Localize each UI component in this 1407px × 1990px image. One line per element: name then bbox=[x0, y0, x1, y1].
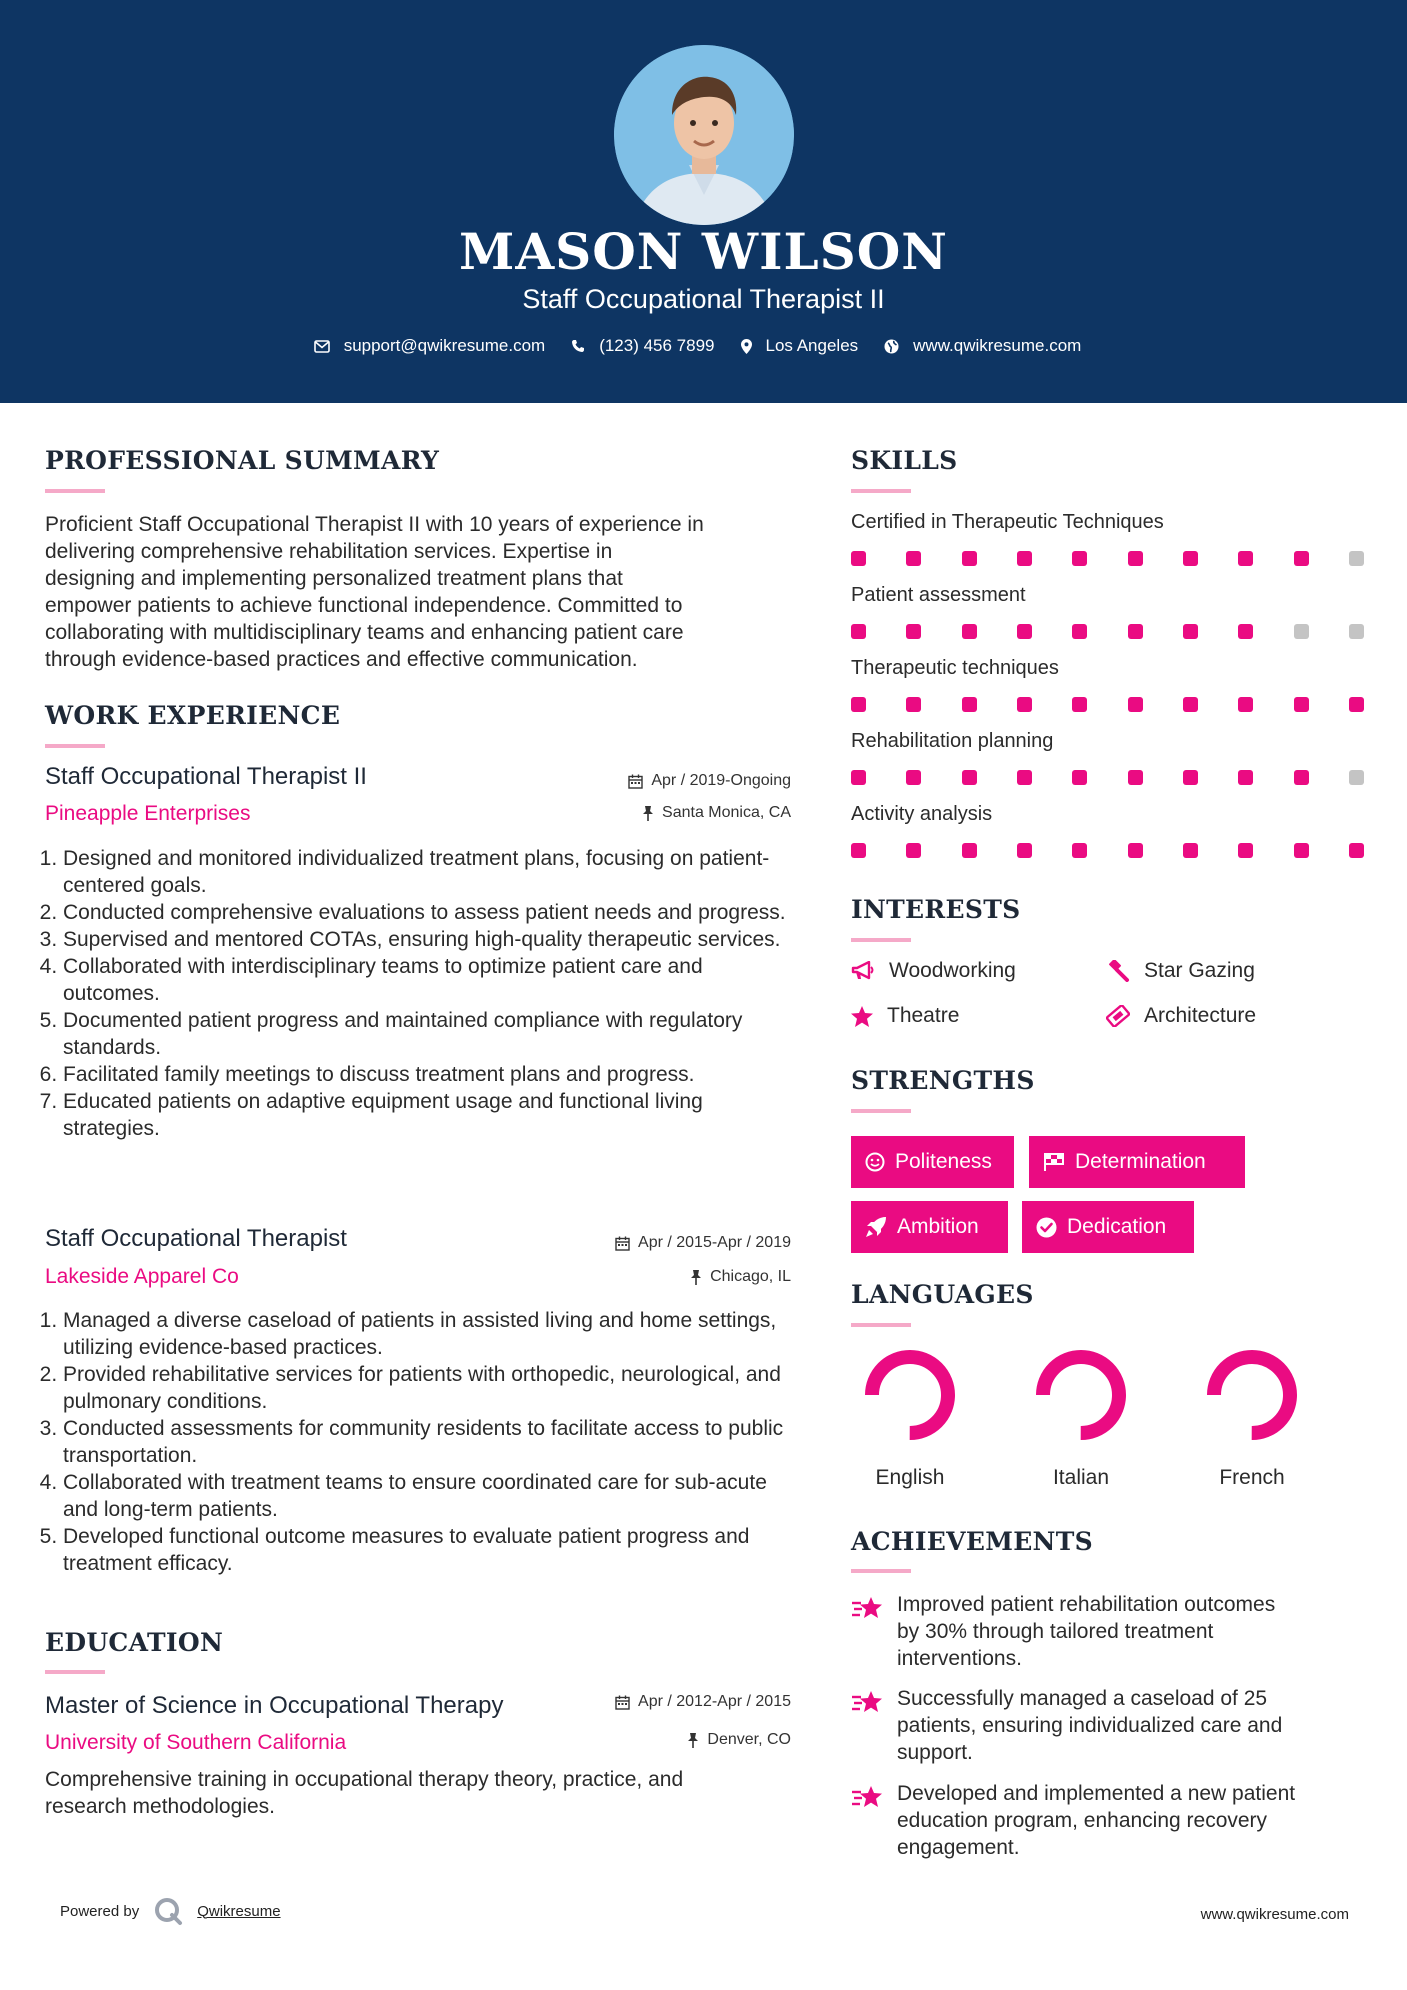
phone-text: (123) 456 7899 bbox=[599, 336, 715, 355]
skills-heading: SKILLS bbox=[851, 446, 958, 475]
skills-underline bbox=[851, 489, 911, 493]
achievement-item bbox=[851, 1780, 1371, 1861]
bullet: 1. Designed and monitored individualized treatment plans, focusing on patient-centered goals. bbox=[63, 845, 803, 899]
achievement-line: support. bbox=[897, 1741, 973, 1764]
bullet: 4. Collaborated with interdisciplinary teams to optimize patient care and outcomes. bbox=[63, 953, 803, 1007]
skill-dot-filled bbox=[1183, 697, 1198, 712]
skill-dot-filled bbox=[1072, 843, 1087, 858]
skill-dot-filled bbox=[1294, 697, 1309, 712]
skill-dot-filled bbox=[906, 770, 921, 785]
experience-underline bbox=[45, 744, 105, 748]
shooting-star-icon bbox=[851, 1689, 883, 1715]
skill-dot-filled bbox=[906, 697, 921, 712]
education-date bbox=[615, 1693, 791, 1711]
skill-dot-filled bbox=[962, 770, 977, 785]
strength-tag bbox=[851, 1136, 1014, 1188]
interest-label: Architecture bbox=[1144, 1004, 1257, 1027]
job-title: Staff Occupational Therapist bbox=[45, 1225, 347, 1252]
skill-dot-filled bbox=[1072, 697, 1087, 712]
interest-item bbox=[1106, 1004, 1256, 1028]
check-circle-icon bbox=[1036, 1217, 1057, 1238]
profile-photo bbox=[614, 45, 794, 225]
shooting-star-icon bbox=[851, 1784, 883, 1810]
bullhorn-icon bbox=[851, 961, 875, 981]
skill-dot-filled bbox=[851, 624, 866, 639]
job-date bbox=[615, 1234, 791, 1252]
job-location bbox=[690, 1268, 791, 1286]
summary-line: collaborating with multidisciplinary teams and enhancing patient care bbox=[45, 621, 684, 644]
language-ring bbox=[850, 1345, 970, 1445]
skill-dot-filled bbox=[1072, 551, 1087, 566]
skill-dot-filled bbox=[906, 843, 921, 858]
strength-tag bbox=[851, 1201, 1008, 1253]
skill-dot-filled bbox=[962, 624, 977, 639]
languages-underline bbox=[851, 1323, 911, 1327]
bullet: 5. Documented patient progress and maintained compliance with regulatory standards. bbox=[63, 1007, 803, 1061]
skill-dot-filled bbox=[1017, 843, 1032, 858]
smile-icon bbox=[865, 1152, 885, 1172]
skill-dot-filled bbox=[1128, 770, 1143, 785]
skill-dot-filled bbox=[1072, 624, 1087, 639]
email-text: support@qwikresume.com bbox=[343, 336, 546, 355]
language-item bbox=[850, 1345, 970, 1490]
pushpin-icon bbox=[642, 806, 654, 821]
resume-header bbox=[0, 0, 1407, 403]
interest-item bbox=[851, 959, 1016, 983]
skill-dot-filled bbox=[906, 551, 921, 566]
skill-dot-filled bbox=[1349, 697, 1364, 712]
interest-label: Theatre bbox=[887, 1004, 960, 1027]
pushpin-icon bbox=[690, 1270, 702, 1285]
skill-dot-filled bbox=[851, 697, 866, 712]
interest-label: Woodworking bbox=[889, 959, 1016, 982]
summary-line: through evidence-based practices and effective communication. bbox=[45, 648, 638, 671]
strengths-heading: STRENGTHS bbox=[851, 1066, 1035, 1095]
education-location bbox=[687, 1731, 791, 1749]
skill-dot-empty bbox=[1349, 624, 1364, 639]
achievement-line: interventions. bbox=[897, 1647, 1022, 1670]
strength-tag bbox=[1022, 1201, 1194, 1253]
skill-dot-filled bbox=[962, 697, 977, 712]
summary-line: Proficient Staff Occupational Therapist II with 10 years of experience in bbox=[45, 513, 704, 536]
language-label: English bbox=[875, 1466, 945, 1489]
summary-line: delivering comprehensive rehabilitation services. Expertise in bbox=[45, 540, 613, 563]
skill-dot-filled bbox=[851, 843, 866, 858]
strength-label: Politeness bbox=[895, 1150, 992, 1173]
education-location-text: Denver, CO bbox=[707, 1731, 791, 1748]
footer-website[interactable]: www.qwikresume.com bbox=[1200, 1906, 1349, 1923]
calendar-icon bbox=[615, 1695, 630, 1710]
achievement-item bbox=[851, 1591, 1371, 1672]
interest-label: Star Gazing bbox=[1144, 959, 1255, 982]
languages-heading: LANGUAGES bbox=[851, 1280, 1034, 1309]
contact-website[interactable] bbox=[884, 336, 1081, 356]
pushpin-icon bbox=[687, 1733, 699, 1748]
skill-dot-filled bbox=[1349, 843, 1364, 858]
bullet: 7. Educated patients on adaptive equipment usage and functional living strategies. bbox=[63, 1088, 803, 1142]
school-name: University of Southern California bbox=[45, 1731, 347, 1754]
skill-dot-filled bbox=[962, 551, 977, 566]
education-date-text: Apr / 2012-Apr / 2015 bbox=[638, 1693, 791, 1710]
skill-dot-filled bbox=[1294, 770, 1309, 785]
language-item bbox=[1192, 1345, 1312, 1490]
skill-dot-filled bbox=[1294, 551, 1309, 566]
strength-tag bbox=[1029, 1136, 1245, 1188]
interests-underline bbox=[851, 938, 911, 942]
language-label: Italian bbox=[1052, 1466, 1110, 1489]
bullet: 3. Supervised and mentored COTAs, ensuring high-quality therapeutic services. bbox=[63, 926, 803, 953]
summary-text bbox=[45, 511, 805, 673]
skill-name: Activity analysis bbox=[851, 803, 993, 825]
skill-level-dots bbox=[851, 551, 1364, 566]
achievements-underline bbox=[851, 1569, 911, 1573]
star-icon bbox=[851, 1006, 873, 1027]
globe-icon bbox=[884, 339, 899, 354]
strength-label: Determination bbox=[1075, 1150, 1206, 1173]
achievement-line: Successfully managed a caseload of 25 bbox=[897, 1687, 1268, 1710]
skill-dot-filled bbox=[1017, 770, 1032, 785]
skill-dot-filled bbox=[1183, 843, 1198, 858]
job-company: Lakeside Apparel Co bbox=[45, 1265, 239, 1288]
candidate-name: MASON WILSON bbox=[459, 222, 948, 281]
education-description bbox=[45, 1766, 805, 1820]
interests-heading: INTERESTS bbox=[851, 895, 1021, 924]
job-location-text: Chicago, IL bbox=[710, 1268, 791, 1285]
summary-line: designing and implementing personalized treatment plans that bbox=[45, 567, 623, 590]
skill-dot-filled bbox=[1294, 843, 1309, 858]
job-bullets bbox=[43, 1307, 803, 1577]
language-item bbox=[1021, 1345, 1141, 1490]
skill-name: Certified in Therapeutic Techniques bbox=[851, 511, 1164, 533]
skill-dot-filled bbox=[1183, 551, 1198, 566]
language-label: French bbox=[1219, 1466, 1285, 1489]
gavel-icon bbox=[1106, 960, 1130, 982]
phone-icon bbox=[571, 339, 585, 353]
shooting-star-icon bbox=[851, 1595, 883, 1621]
bullet: 2. Provided rehabilitative services for patients with orthopedic, neurological, and pulmonary conditions. bbox=[63, 1361, 803, 1415]
education-line: research methodologies. bbox=[45, 1795, 275, 1818]
skill-dot-filled bbox=[1017, 624, 1032, 639]
bullet: 4. Collaborated with treatment teams to ensure coordinated care for sub-acute and long-term patients. bbox=[63, 1469, 803, 1523]
envelope-icon bbox=[314, 340, 330, 353]
brand-link[interactable]: Qwikresume bbox=[197, 1902, 281, 1920]
job-date-text: Apr / 2015-Apr / 2019 bbox=[638, 1234, 791, 1251]
achievement-line: engagement. bbox=[897, 1836, 1020, 1859]
contact-bar bbox=[0, 336, 1407, 356]
contact-location bbox=[741, 336, 859, 356]
skill-dot-filled bbox=[1183, 770, 1198, 785]
skill-dot-filled bbox=[1128, 551, 1143, 566]
degree-title: Master of Science in Occupational Therapy bbox=[45, 1692, 504, 1719]
skill-dot-filled bbox=[906, 624, 921, 639]
skill-dot-filled bbox=[1072, 770, 1087, 785]
strength-label: Ambition bbox=[897, 1215, 979, 1238]
location-text: Los Angeles bbox=[765, 336, 859, 355]
job-date bbox=[628, 772, 791, 790]
achievements-heading: ACHIEVEMENTS bbox=[851, 1527, 1093, 1556]
skill-level-dots bbox=[851, 697, 1364, 712]
skill-dot-filled bbox=[1238, 697, 1253, 712]
skill-dot-empty bbox=[1349, 551, 1364, 566]
summary-underline bbox=[45, 489, 105, 493]
language-ring bbox=[1192, 1345, 1312, 1445]
bullet: 2. Conducted comprehensive evaluations to assess patient needs and progress. bbox=[63, 899, 803, 926]
language-level-arc bbox=[872, 1357, 948, 1433]
skill-dot-filled bbox=[1238, 770, 1253, 785]
skill-dot-filled bbox=[1238, 624, 1253, 639]
skill-dot-filled bbox=[1128, 624, 1143, 639]
skill-dot-filled bbox=[1017, 551, 1032, 566]
skill-dot-filled bbox=[1017, 697, 1032, 712]
education-underline bbox=[45, 1670, 105, 1674]
skill-dot-filled bbox=[962, 843, 977, 858]
contact-phone[interactable] bbox=[571, 336, 714, 356]
skill-dot-filled bbox=[851, 770, 866, 785]
achievement-item bbox=[851, 1685, 1371, 1766]
achievement-line: patients, ensuring individualized care and bbox=[897, 1714, 1283, 1737]
interest-item bbox=[851, 1004, 959, 1028]
job-company: Pineapple Enterprises bbox=[45, 802, 251, 825]
job-location bbox=[642, 804, 791, 822]
skill-dot-filled bbox=[1183, 624, 1198, 639]
language-level-arc bbox=[1043, 1357, 1119, 1433]
footer-powered-by bbox=[60, 1896, 281, 1926]
job-bullets bbox=[43, 845, 803, 1142]
experience-heading: WORK EXPERIENCE bbox=[45, 701, 341, 730]
qwikresume-logo-icon bbox=[153, 1896, 183, 1926]
skill-level-dots bbox=[851, 770, 1364, 785]
flag-icon bbox=[1043, 1152, 1065, 1172]
language-ring bbox=[1021, 1345, 1141, 1445]
strengths-underline bbox=[851, 1109, 911, 1113]
bullet: 1. Managed a diverse caseload of patients in assisted living and home settings, utilizing evidence-based practices. bbox=[63, 1307, 803, 1361]
skill-name: Rehabilitation planning bbox=[851, 730, 1054, 752]
calendar-icon bbox=[615, 1236, 630, 1251]
education-heading: EDUCATION bbox=[45, 1628, 224, 1657]
skill-level-dots bbox=[851, 843, 1364, 858]
skill-dot-filled bbox=[1238, 843, 1253, 858]
bullet: 3. Conducted assessments for community residents to facilitate access to public transportation. bbox=[63, 1415, 803, 1469]
job-title: Staff Occupational Therapist II bbox=[45, 763, 367, 790]
calendar-icon bbox=[628, 774, 643, 789]
summary-line: empower patients to achieve functional independence. Committed to bbox=[45, 594, 683, 617]
language-level-arc bbox=[1214, 1357, 1290, 1433]
job-date-text: Apr / 2019-Ongoing bbox=[651, 772, 791, 789]
contact-email[interactable] bbox=[314, 336, 546, 356]
rocket-icon bbox=[865, 1216, 887, 1238]
map-marker-icon bbox=[741, 339, 752, 354]
skill-dot-filled bbox=[1238, 551, 1253, 566]
skill-dot-filled bbox=[1128, 697, 1143, 712]
summary-heading: PROFESSIONAL SUMMARY bbox=[45, 446, 440, 475]
achievement-line: Improved patient rehabilitation outcomes bbox=[897, 1593, 1276, 1616]
skill-name: Therapeutic techniques bbox=[851, 657, 1059, 679]
achievement-line: education program, enhancing recovery bbox=[897, 1809, 1268, 1832]
skill-dot-filled bbox=[1128, 843, 1143, 858]
skill-name: Patient assessment bbox=[851, 584, 1026, 606]
achievement-line: Developed and implemented a new patient bbox=[897, 1782, 1296, 1805]
powered-by-text: Powered by bbox=[60, 1902, 140, 1920]
skill-level-dots bbox=[851, 624, 1364, 639]
website-text: www.qwikresume.com bbox=[913, 336, 1082, 355]
skill-dot-empty bbox=[1294, 624, 1309, 639]
achievement-line: by 30% through tailored treatment bbox=[897, 1620, 1214, 1643]
job-location-text: Santa Monica, CA bbox=[662, 804, 791, 821]
ticket-icon bbox=[1106, 1005, 1130, 1027]
skill-dot-empty bbox=[1349, 770, 1364, 785]
skill-dot-filled bbox=[851, 551, 866, 566]
bullet: 6. Facilitated family meetings to discuss treatment plans and progress. bbox=[63, 1061, 803, 1088]
strength-label: Dedication bbox=[1067, 1215, 1167, 1238]
bullet: 5. Developed functional outcome measures to evaluate patient progress and treatment efficacy. bbox=[63, 1523, 803, 1577]
interest-item bbox=[1106, 959, 1255, 983]
candidate-title: Staff Occupational Therapist II bbox=[522, 284, 885, 314]
education-line: Comprehensive training in occupational therapy theory, practice, and bbox=[45, 1768, 684, 1791]
